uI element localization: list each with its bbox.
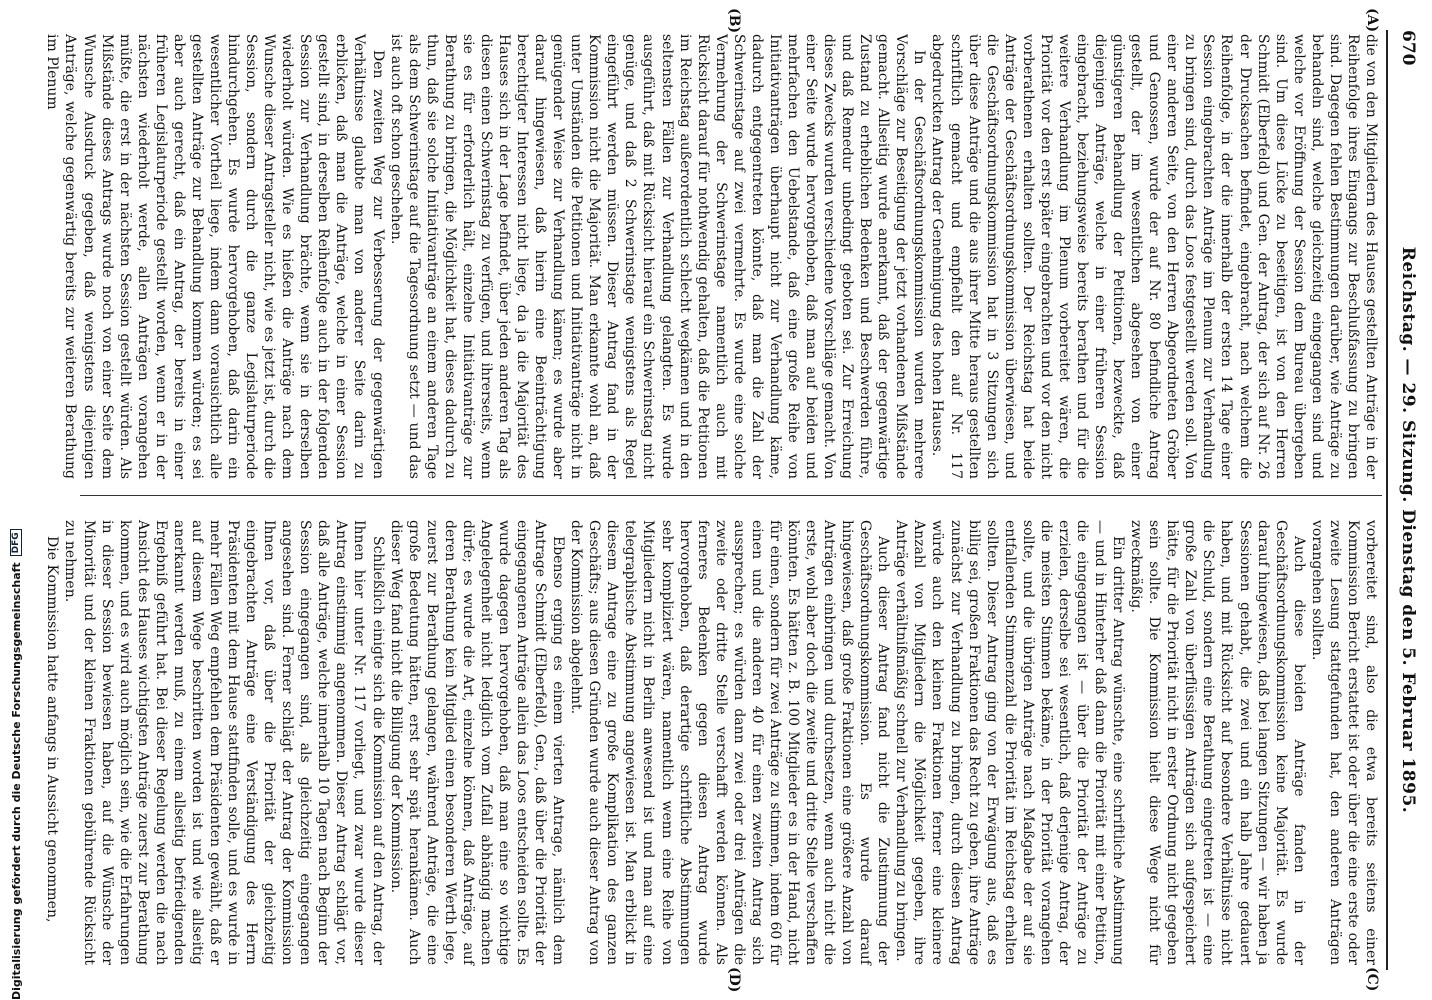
- digitization-footer: [4, 0, 28, 1000]
- left-column: [43, 34, 1380, 479]
- paragraph: Die Kommission hatte anfangs in Aussicht genommen,: [44, 536, 61, 923]
- paragraph: Schließlich einigte sich die Kommission auf den Antrag, der Ihnen hier unter Nr. 117 vorliegt, und zwar wurde dieser Antrag einstimmig angenommen. Dieser Antrag schlägt vor, daß alle Anträge, welche innerhalb 10 Tagen nach Beginn der Session eingegangen sind, als gleichzeitig eingegangen angesehen sind. Ferner schlägt der Antrag der Kommission Ihnen vor, daß über die Priorität der gleichzeitig eingebrachten Anträge eine Verständigung des Herrn Präsidenten mit dem Hause stattfinden solle, und es wurde in mehr Fällen Weg empfehlen dem Präsidenten gewählt, daß er auf diesem Wege beschritten worden ist und wie allseitig anerkannt werden muß, zu einem allseitig befriedigenden Ergebniß geführt hat. Bei dieser Regelung werden die nach Ansicht des Hauses wichtigsten Anträge zuerst zur Berathung kommen, und es wird auch möglich sein, wie die Erfahrungen in dieser Session bewiesen haben, auf die Wünsche der Minorität und der kleinen Fraktionen gebührende Rücksicht zu nehmen.: [62, 520, 386, 965]
- paragraph: die von den Mitgliedern des Hauses gestellten Anträge in der Reihenfolge ihres Eingangs zur Beschlußfassung zu bringen sind. Dagegen fehlen Bestimmungen darüber, wie Anträge zu behandeln sind, welche gleichzeitig eingegangen sind und welche vor Eröffnung der Session dem Bureau übergeben sind. Um diese Lücke zu beseitigen, ist von den Herren Schmidt (Elberfeld) und Gen. der Antrag, der sich auf Nr. 26 der Drucksachen befindet, eingebracht, nach welchem die Reihenfolge, in der die innerhalb der ersten 14 Tage einer Session eingebrachten Anträge im Plenum zur Verhandlung zu bringen sind, durch das Loos festgestellt werden soll. Von einer anderen Seite, von den Herren Abgeordneten Gröber und Genossen, wurde der auf Nr. 80 befindliche Antrag gestellt, der im wesentlichen abgesehen von einer günstigeren Behandlung der Petitionen, bezweckte, daß diejenigen Anträge, welche in einer früheren Session eingebracht, beziehungsweise bereits berathen und für die weitere Verhandlung im Plenum vorbereitet wären, die Priorität vor den erst später eingebrachten und vor den nicht vorberathenen erhalten sollten. Der Reichstag hat beide Anträge der Geschäftsordnungskommission überwiesen, und die Geschäftsordnungskommission hat in 3 Sitzungen sich über diese Anträge und die aus ihrer Mitte heraus gestellten schriftlich gemacht und empfiehlt den auf Nr. 117 abgedruckten Antrag der Genehmigung des hohen Hauses.: [929, 34, 1379, 479]
- margin-mark-d: (D): [726, 967, 742, 993]
- paragraph: Auch diese beiden Anträge fanden in der Geschäftsordnungskommission keine Majorität. Es wurde darauf hingewiesen, daß bei langen Sitzungen — wir haben ja Sessionen gehabt, die zwei und ein halb Jahre gedauert haben, und mit Rücksicht auf besondere Verhältnisse nicht die Schuld, sondern eine Berathung eingetreten ist — eine große Zahl von überflüssigen Anträgen sich aufgespeichert hätte, für die Priorität nicht in erster Ordnung nicht gegeben sein sollte. Die Kommission hielt diese Wege nicht für zweckmäßig.: [1128, 520, 1307, 965]
- header-title: Reichstag. — 29. Sitzung. Dienstag den 5. Februar 1895.: [1398, 246, 1418, 814]
- paragraph: Ein dritter Antrag wünschte, eine schriftliche Abstimmung — und in Hinterher daß dann die Priorität mit einer Petition, die eingegangen ist — über die Priorität der Anträge zu erzielen, derselbe sei wesentlich, daß derjenige Antrag, der die meisten Stimmen bekäme, in der Priorität vorangehen sollte, und die übrigen Anträge nach Maßgabe der auf sie entfallenden Stimmenzahl die Priorität im Reichstag erhalten sollten. Dieser Antrag ging von der Erwägung aus, daß es billig sei, großen Fraktionen das Recht zu geben, ihre Anträge zunächst zur Verhandlung zu bringen, durch diesen Antrag würde auch den kleinen Fraktionen ferner eine kleinere Anzahl von Mitgliedern die Möglichkeit gegeben, ihre Anträge verhältnißmäßig schnell zur Verhandlung zu bringen.: [893, 520, 1127, 965]
- dfg-logo: DFG: [10, 529, 22, 556]
- header-rule: [1386, 30, 1388, 970]
- paragraph: Ebenso erging es einem vierten Antrage, nämlich dem Antrage Schmidt (Elberfeld), Gen., daß über die Priorität der eingegangenen Anträge allein das Loos entscheiden sollte. Es wurde dagegen hervorgehoben, daß man eine so wichtige Angelegenheit nicht lediglich vom Zufall abhängig machen dürfe; es wurde die Art, einzelne können, daß Anträge, auf deren Berathung kein Mitglied einen besonderen Werth lege, zuerst zur Berathung gelangen, während Anträge, die eine große Bedeutung hätten, erst sehr spät herankämen. Auch dieser Weg fand nicht die Billigung der Kommission.: [387, 520, 567, 965]
- right-column: [43, 520, 1380, 965]
- column-divider: [80, 495, 1382, 496]
- page-header: [1392, 30, 1424, 970]
- margin-mark-a: (A): [1364, 8, 1380, 33]
- paragraph: vorbereitet sind, also die etwa bereits seitens einer Kommission Bericht erstattet ist oder über die eine erste oder zweite Lesung stattgefunden hat, den anderen Anträgen vorangehen sollten.: [1308, 520, 1379, 965]
- paragraph: In der Geschäftsordnungskommission wurden mehrere Vorschläge zur Beseitigung der jetzt vorhandenen Mißstände gemacht. Allseitig wurde anerkannt, daß der gegenwärtige Zustand zu erheblichen Bedenken und Beschwerden führe, und daß Remedur unbedingt geboten sei. Zur Erreichung dieses Zwecks wurden verschiedene Vorschläge gemacht. Von einer Seite wurde hervorgehoben, daß man auf beiden und mehrfachen den Uebelstande, daß eine große Reihe von Initiativanträgen überhaupt nicht zur Verhandlung käme, dadurch entgegentreten könnte, daß man die Zahl der Schwerinstage auf zwei vermehrte. Es wurde eine solche Vermehrung der Schwerinstage namentlich auch mit Rücksicht darauf für nothwendig gehalten, daß die Petitionen im Reichstag außerordentlich schlecht wegkämen und in den seltensten Fällen zur Verhandlung gelangten. Es wurde ausgeführt, daß mit Rücksicht hierauf ein Schwerinstag nicht genüge, und daß 2 Schwerinstage wenigstens als Regel eingeführt werden müssen. Dieser Antrag fand in der Kommission nicht die Majorität. Man erkannte wohl an, daß unter Umständen die Petitionen und Initiativanträge nicht in genügender Weise zur Verhandlung kämen; es wurde aber darauf hingewiesen, daß hierin eine Beeinträchtigung berechtigter Interessen nicht liege, da ja die Majorität des Hauses sich in der Lage befindet, über jeden anderen Tag als diesen einen Schwerinstag zu verfügen, und ihrerseits, wenn sie es für erforderlich hält, einzelne Initiativanträge zur Berathung zu bringen, die Möglichkeit hat, dieses dadurch zu thun, daß sie solche Initiativanträge an einem anderen Tage als dem Schwerinstage auf die Tagesordnung setzt — und das ist auch oft schon geschehen.: [387, 34, 928, 479]
- paragraph: Auch dieser Antrag fand nicht die Zustimmung der Geschäftsordnungskommission. Es wurde darauf hingewiesen, daß große Fraktionen eine größere Anzahl von Anträgen einbringen und durchsetzen, wenn auch nicht die erste, wohl aber doch die zweite und dritte Stelle verschaffen könnten. Es hätten z. B. 100 Mitglieder es in der Hand, nicht für einen, sondern für zwei Anträge zu stimmen, indem 60 für einen und die anderen 40 für einen zweiten Antrag sich aussprechen; es würden dann zwei oder drei Anträgen die zweite oder dritte Stelle verschafft werden können. Als ferneres Bedenken gegen diesen Antrag wurde hervorgehoben, daß derartige schriftliche Abstimmungen sehr kompliziert wären, namentlich wenn eine Reihe von Mitgliedern nicht in Berlin anwesend ist und man auf eine telegraphische Abstimmung angewiesen ist. Man erblickt in diesem Antrage eine zu große Komplikation des ganzen Geschäfts; aus diesen Gründen wurde auch dieser Antrag von der Kommission abgelehnt.: [568, 520, 892, 965]
- page-number: 670: [1398, 30, 1418, 66]
- margin-mark-c: (C): [1364, 967, 1380, 992]
- footer-text: Digitalisierung gefördert durch die Deutsche Forschungsgemeinschaft: [9, 562, 23, 1000]
- margin-mark-b: (B): [726, 8, 742, 34]
- paragraph: Den zweiten Weg zur Verbesserung der gegenwärtigen Verhältnisse glaubte man von anderer Seite darin zu erblicken, daß man die Anträge, welche in einer Session gestellt sind, in derselben Reihenfolge auch in der folgenden Session zur Verhandlung brächte, wenn sie in derselben wiederholt würden. Wie es hießen die Anträge nach dem Wunsche dieser Antragsteller nicht, wie es jetzt ist, durch die Session, sondern durch die ganze Legislaturperiode hindurchgehen. Es wurde hervorgehoben, daß darin ein wesentlicher Vortheil liege, indem dann vorausichtlich alle gestellten Anträge zur Behandlung kommen würden; es sei aber auch gerecht, daß ein Antrag, der bereits in einer früheren Legislaturperiode gestellt worden, wenn er in der nächsten wiederholt werde, allen Anträgen vorangehen müßte, die erst in der nächsten Session gestellt würden. Als Mißstände dieses Antrags wurde noch von einer Seite dem Wunsche Ausdruck gegeben, daß wenigstens diejenigen Anträge, welche gegenwärtig bereits zur weiteren Berathung im Plenum: [44, 34, 386, 479]
